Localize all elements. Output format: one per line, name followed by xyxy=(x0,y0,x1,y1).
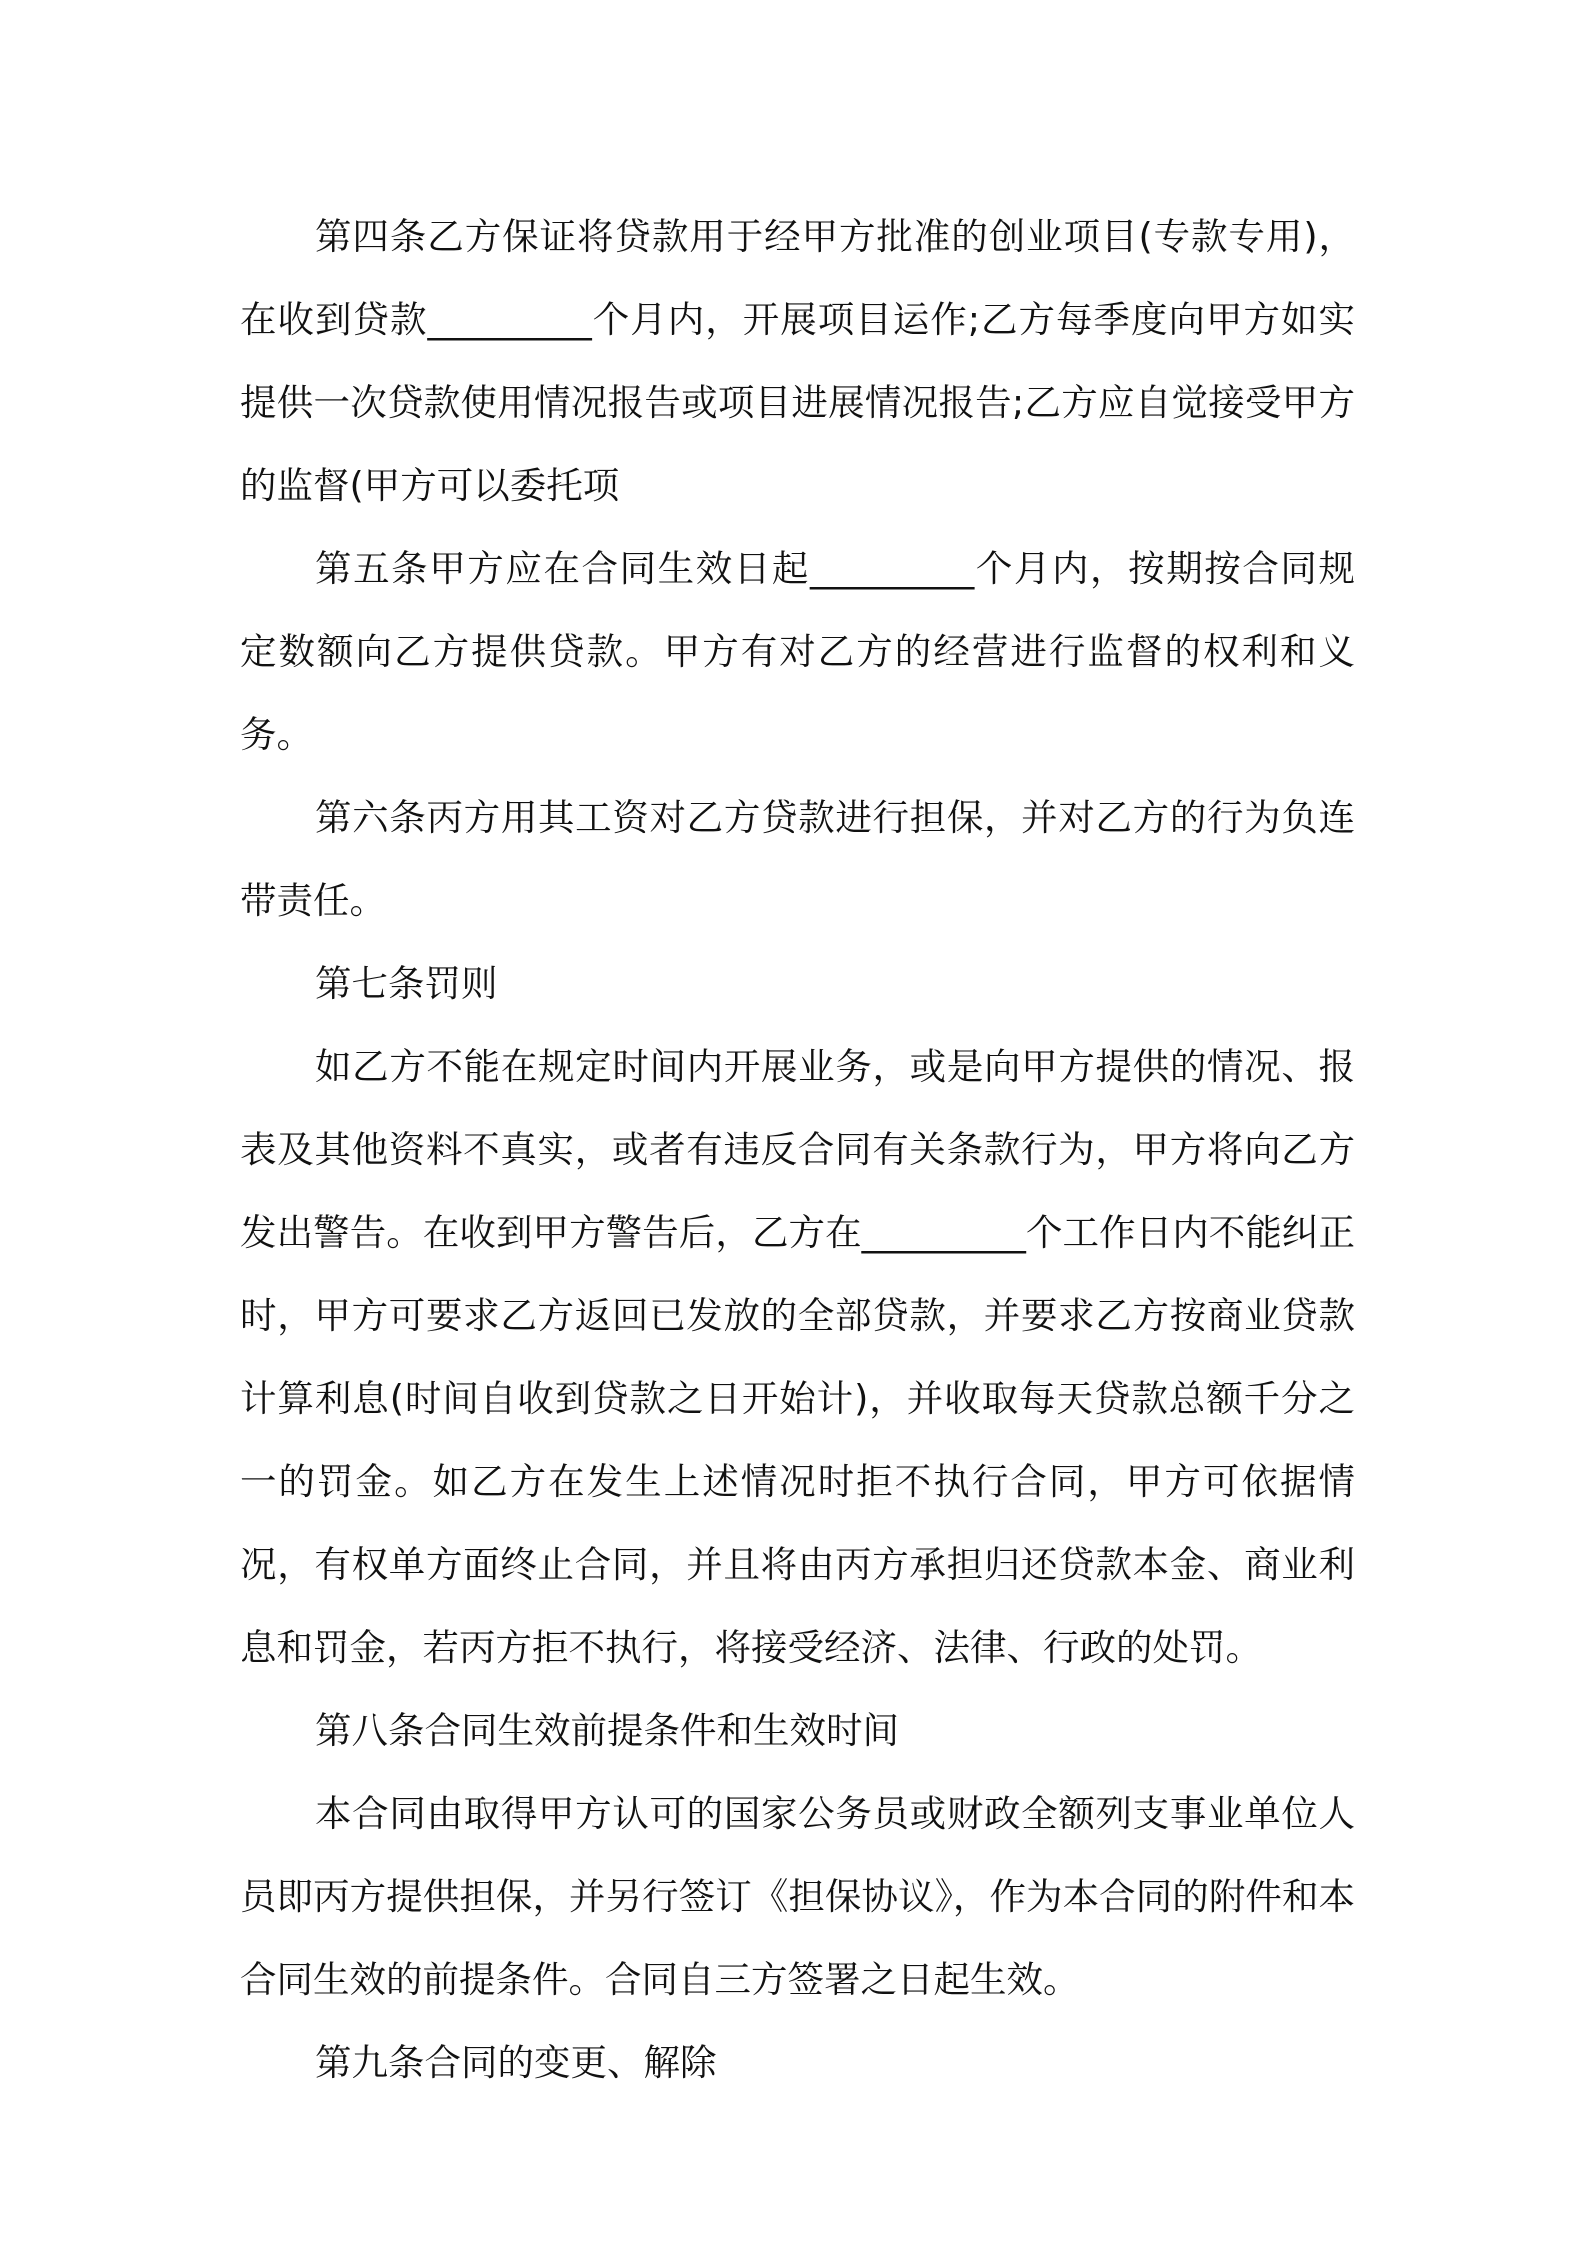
article-8-body: 本合同由取得甲方认可的国家公务员或财政全额列支事业单位人员即丙方提供担保，并另行签订《担保协议》，作为本合同的附件和本合同生效的前提条件。合同自三方签署之日起生效。 xyxy=(240,1792,1355,2001)
document-page xyxy=(240,195,1355,2104)
article-7-body: 如乙方不能在规定时间内开展业务，或是向甲方提供的情况、报表及其他资料不真实，或者有违反合同有关条款行为，甲方将向乙方发出警告。在收到甲方警告后，乙方在_________个工作日内不能纠正时，甲方可要求乙方返回已发放的全部贷款，并要求乙方按商业贷款计算利息(时间自收到贷款之日开始计)，并收取每天贷款总额千分之一的罚金。如乙方在发生上述情况时拒不执行合同，甲方可依据情况，有权单方面终止合同，并且将由丙方承担归还贷款本金、商业利息和罚金，若丙方拒不执行，将接受经济、法律、行政的处罚。 xyxy=(240,1045,1355,1669)
article-9-heading: 第九条合同的变更、解除 xyxy=(315,2041,717,2084)
article-4-paragraph: 第四条乙方保证将贷款用于经甲方批准的创业项目(专款专用)，在收到贷款_________个月内，开展项目运作;乙方每季度向甲方如实提供一次贷款使用情况报告或项目进展情况报告;乙方应自觉接受甲方的监督(甲方可以委托项 xyxy=(240,215,1355,507)
article-8-heading: 第八条合同生效前提条件和生效时间 xyxy=(315,1709,899,1752)
article-5-paragraph: 第五条甲方应在合同生效日起_________个月内，按期按合同规定数额向乙方提供贷款。甲方有对乙方的经营进行监督的权利和义务。 xyxy=(240,547,1355,756)
article-6-paragraph: 第六条丙方用其工资对乙方贷款进行担保，并对乙方的行为负连带责任。 xyxy=(240,796,1355,922)
article-7-heading: 第七条罚则 xyxy=(315,962,498,1005)
